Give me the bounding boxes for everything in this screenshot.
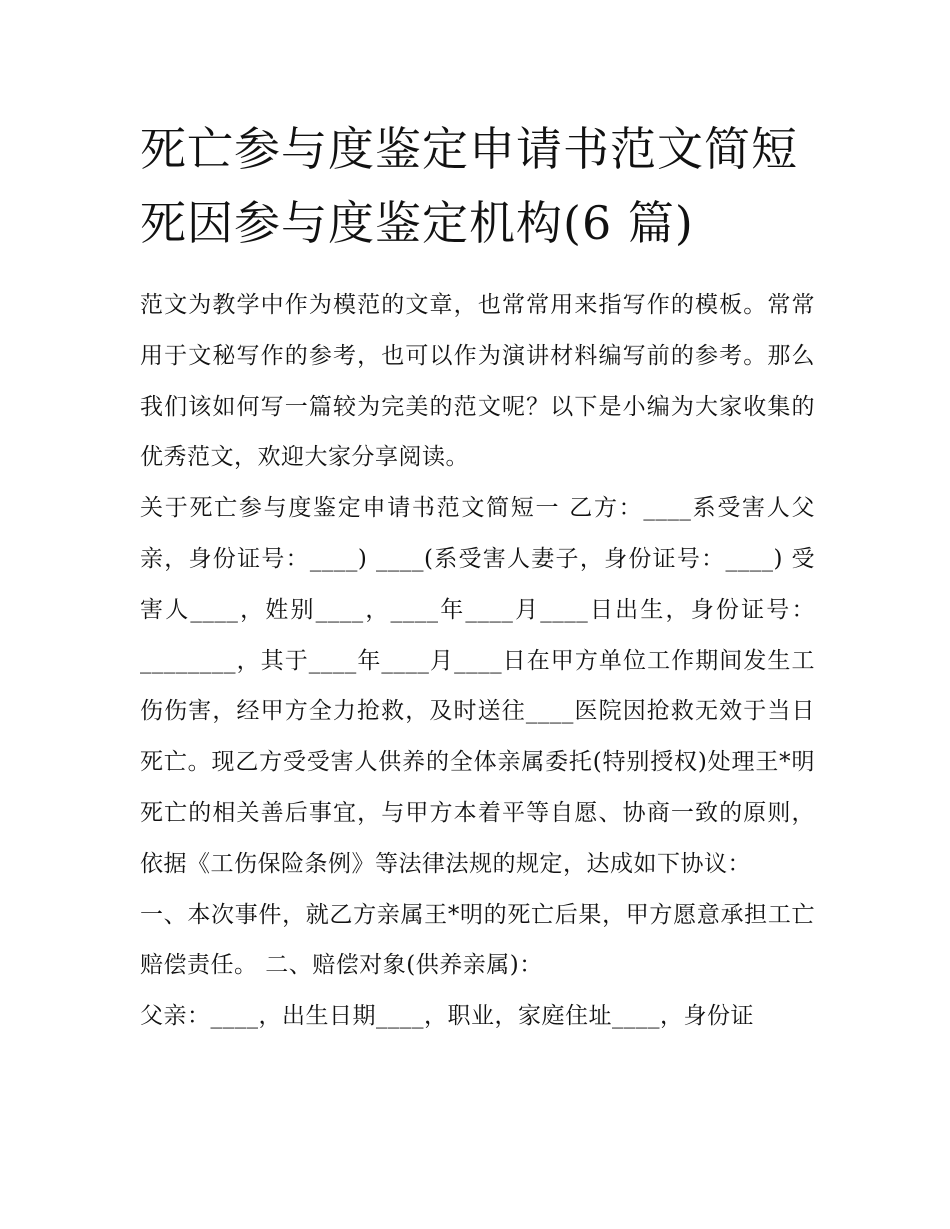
intro-paragraph: 范文为教学中作为模范的文章，也常常用来指写作的模板。常常用于文秘写作的参考，也可以作为演讲材料编写前的参考。那么我们该如何写一篇较为完美的范文呢？以下是小编为大家收集的优秀范文，欢迎大家分享阅读。 [140, 292, 815, 471]
clause-one-paragraph: 一、本次事件，就乙方亲属王*明的死亡后果，甲方愿意承担工亡赔偿责任。 二、赔偿对象(供养亲属)： [140, 901, 815, 979]
document-title: 死亡参与度鉴定申请书范文简短 死因参与度鉴定机构(6 篇) [140, 122, 798, 250]
father-info-paragraph: 父亲：____，出生日期____，职业，家庭住址____，身份证 [140, 1003, 754, 1030]
sample-one-paragraph: 关于死亡参与度鉴定申请书范文简短一 乙方：____系受害人父亲，身份证号：____) ____(系受害人妻子，身份证号：____) 受害人____，姓别____，____年____月____日出生，身份证号：________，其于____年____月____日在甲方单位工作期间发生工伤伤害，经甲方全力抢救，及时送往____医院因抢救无效于当日死亡。现乙方受受害人供养的全体亲属委托(特别授权)处理王*明死亡的相关善后事宜，与甲方本着平等自愿、协商一致的原则，依据《工伤保险条例》等法律法规的规定，达成如下协议： [140, 495, 815, 877]
document-body [140, 280, 815, 1042]
